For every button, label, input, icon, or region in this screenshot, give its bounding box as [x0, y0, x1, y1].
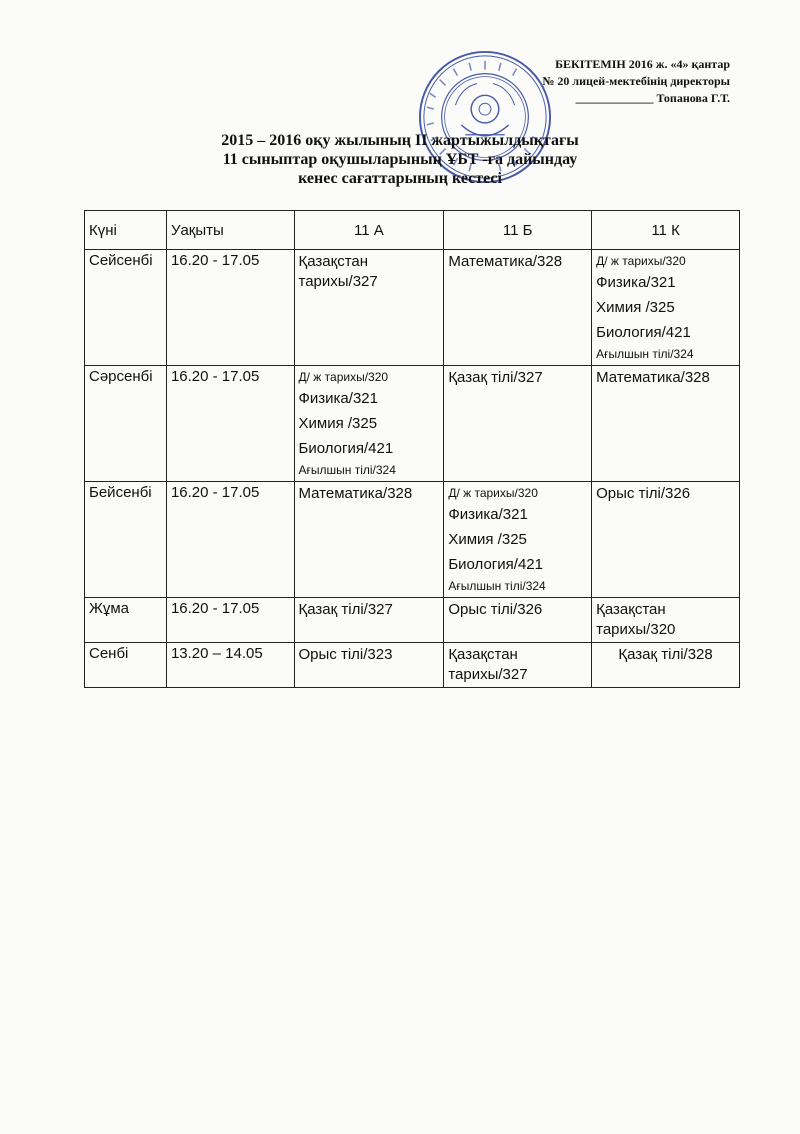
- time-cell: 13.20 – 14.05: [166, 643, 294, 688]
- header-class-11k: 11 К: [592, 211, 740, 250]
- subject-entry: Қазақ тілі/327: [298, 601, 393, 618]
- header-day: Күні: [85, 211, 167, 250]
- table-row: [85, 598, 740, 643]
- subject-cell-11b: [444, 482, 592, 598]
- subject-entry: Ағылшын тілі/324: [298, 463, 396, 477]
- table-row: [85, 643, 740, 688]
- subject-entry: Қазақ тілі/328: [618, 646, 713, 663]
- subject-entry: Қазақстан тарихы/320: [596, 601, 676, 638]
- time-cell: 16.20 - 17.05: [166, 482, 294, 598]
- time-cell: 16.20 - 17.05: [166, 250, 294, 366]
- subject-entry: Химия /325: [448, 531, 527, 548]
- subject-cell-11b: [444, 598, 592, 643]
- subject-entry: Физика/321: [298, 390, 378, 407]
- subject-entry: Биология/421: [448, 556, 543, 573]
- subject-cell-11k: [592, 643, 740, 688]
- subject-cell-11a: [294, 643, 444, 688]
- header-time: Уақыты: [166, 211, 294, 250]
- subject-cell-11k: [592, 366, 740, 482]
- day-cell: Жұма: [85, 598, 167, 643]
- subject-entry: Д/ ж тарихы/320: [448, 486, 538, 500]
- subject-entry: Қазақстан тарихы/327: [448, 646, 528, 683]
- subject-cell-11k: [592, 482, 740, 598]
- day-cell: Бейсенбі: [85, 482, 167, 598]
- subject-entry: Физика/321: [596, 274, 676, 291]
- subject-cell-11k: [592, 598, 740, 643]
- subject-entry: Химия /325: [298, 415, 378, 432]
- day-cell: Сенбі: [85, 643, 167, 688]
- time-cell: 16.20 - 17.05: [166, 598, 294, 643]
- table-header-row: [85, 211, 740, 250]
- time-cell: 16.20 - 17.05: [166, 366, 294, 482]
- subject-cell-11b: [444, 366, 592, 482]
- approval-line: БЕКІТЕМІН 2016 ж. «4» қантар: [555, 57, 730, 71]
- header-class-11b: 11 Б: [444, 211, 592, 250]
- subject-entry: Математика/328: [448, 253, 563, 270]
- table-row: [85, 366, 740, 482]
- subject-entry: Орыс тілі/326: [448, 601, 543, 618]
- subject-entry: Химия /325: [596, 299, 675, 316]
- day-cell: Сейсенбі: [85, 250, 167, 366]
- subject-entry: Д/ ж тарихы/320: [298, 370, 389, 384]
- subject-entry: Математика/328: [596, 369, 710, 386]
- title-line: 11 сыныптар оқушыларының ҰБТ -ға дайындау: [222, 151, 578, 168]
- table-row: [85, 482, 740, 598]
- subject-entry: Математика/328: [298, 485, 413, 502]
- subject-cell-11a: [294, 482, 444, 598]
- table-row: [85, 250, 740, 366]
- subject-entry: Физика/321: [448, 506, 528, 523]
- subject-cell-11b: [444, 643, 592, 688]
- subject-entry: Биология/421: [298, 440, 394, 457]
- subject-entry: Биология/421: [596, 324, 691, 341]
- subject-entry: Қазақ тілі/327: [448, 369, 543, 386]
- day-cell: Сәрсенбі: [85, 366, 167, 482]
- subject-cell-11a: [294, 598, 444, 643]
- subject-cell-11a: [294, 366, 444, 482]
- subject-entry: Орыс тілі/323: [298, 646, 393, 663]
- title-line: 2015 – 2016 оқу жылының II жартыжылдықтағы: [221, 132, 579, 149]
- approval-line: № 20 лицей-мектебінің директоры: [542, 74, 730, 88]
- subject-cell-11k: [592, 250, 740, 366]
- subject-entry: Ағылшын тілі/324: [448, 579, 546, 593]
- subject-entry: Қазақстан тарихы/327: [298, 253, 378, 290]
- subject-entry: Орыс тілі/326: [596, 485, 691, 502]
- document-title: [120, 131, 680, 188]
- approval-line: _____________ Топанова Г.Т.: [575, 91, 730, 105]
- title-line: кенес сағаттарының кестесі: [298, 170, 502, 187]
- subject-cell-11b: [444, 250, 592, 366]
- subject-entry: Д/ ж тарихы/320: [596, 254, 686, 268]
- subject-cell-11a: [294, 250, 444, 366]
- subject-entry: Ағылшын тілі/324: [596, 347, 694, 361]
- header-class-11a: 11 А: [294, 211, 444, 250]
- schedule-table: [84, 210, 740, 688]
